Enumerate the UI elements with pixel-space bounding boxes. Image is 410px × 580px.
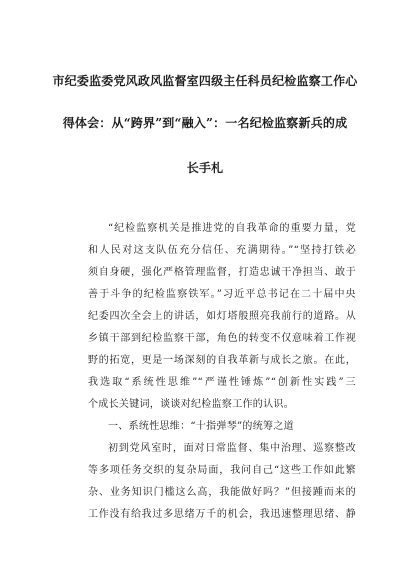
paragraph-line: 善于斗争的纪检监察铁军。”习近平总书记在二十届中央 xyxy=(88,289,356,300)
paragraph-line: “纪检监察机关是推进党的自我革命的重要力量，党 xyxy=(108,223,356,234)
section-heading: 一、系统性思维：“十指弹琴”的统筹之道 xyxy=(108,421,294,432)
paragraph-line: 纪委四次全会上的讲话，如灯塔般照亮我前行的道路。从 xyxy=(88,311,356,322)
document-title-line-2: 得体会：从“跨界”到“融入”：一名纪检监察新兵的成 xyxy=(62,116,348,130)
paragraph-line: 等多项任务交织的复杂局面，我问自己“这些工作如此繁 xyxy=(88,465,356,476)
paragraph-line: 和人民对这支队伍充分信任、充满期待。”“坚持打铁必 xyxy=(88,245,356,256)
paragraph-line: 初到党风室时，面对日常监督、集中治理、巡察整改 xyxy=(108,443,356,454)
paragraph-line: 乡镇干部到纪检监察干部，角色的转变不仅意味着工作视 xyxy=(88,333,356,344)
paragraph-line: 工作没有给我过多思绪万千的机会，我迅速整理思绪、静 xyxy=(88,509,356,520)
paragraph-line: 须自身硬，强化严格管理监督，打造忠诚干净担当、敢于 xyxy=(88,267,356,278)
paragraph-line: 个成长关键词，谈谈对纪检监察工作的认识。 xyxy=(88,399,294,410)
paragraph-line: 野的拓宽，更是一场深刻的自我革新与成长之旅。在此， xyxy=(88,355,356,366)
paragraph-line: 杂、业务知识门槛这么高，我能做好吗？”但接踵而来的 xyxy=(88,487,356,498)
document-title-line-1: 市纪委监委党风政风监督室四级主任科员纪检监察工作心 xyxy=(52,74,358,88)
document-title-line-3: 长手札 xyxy=(186,161,224,175)
paragraph-line: 我选取“系统性思维”“严谨性锤炼”“创新性实践”三 xyxy=(88,377,356,388)
